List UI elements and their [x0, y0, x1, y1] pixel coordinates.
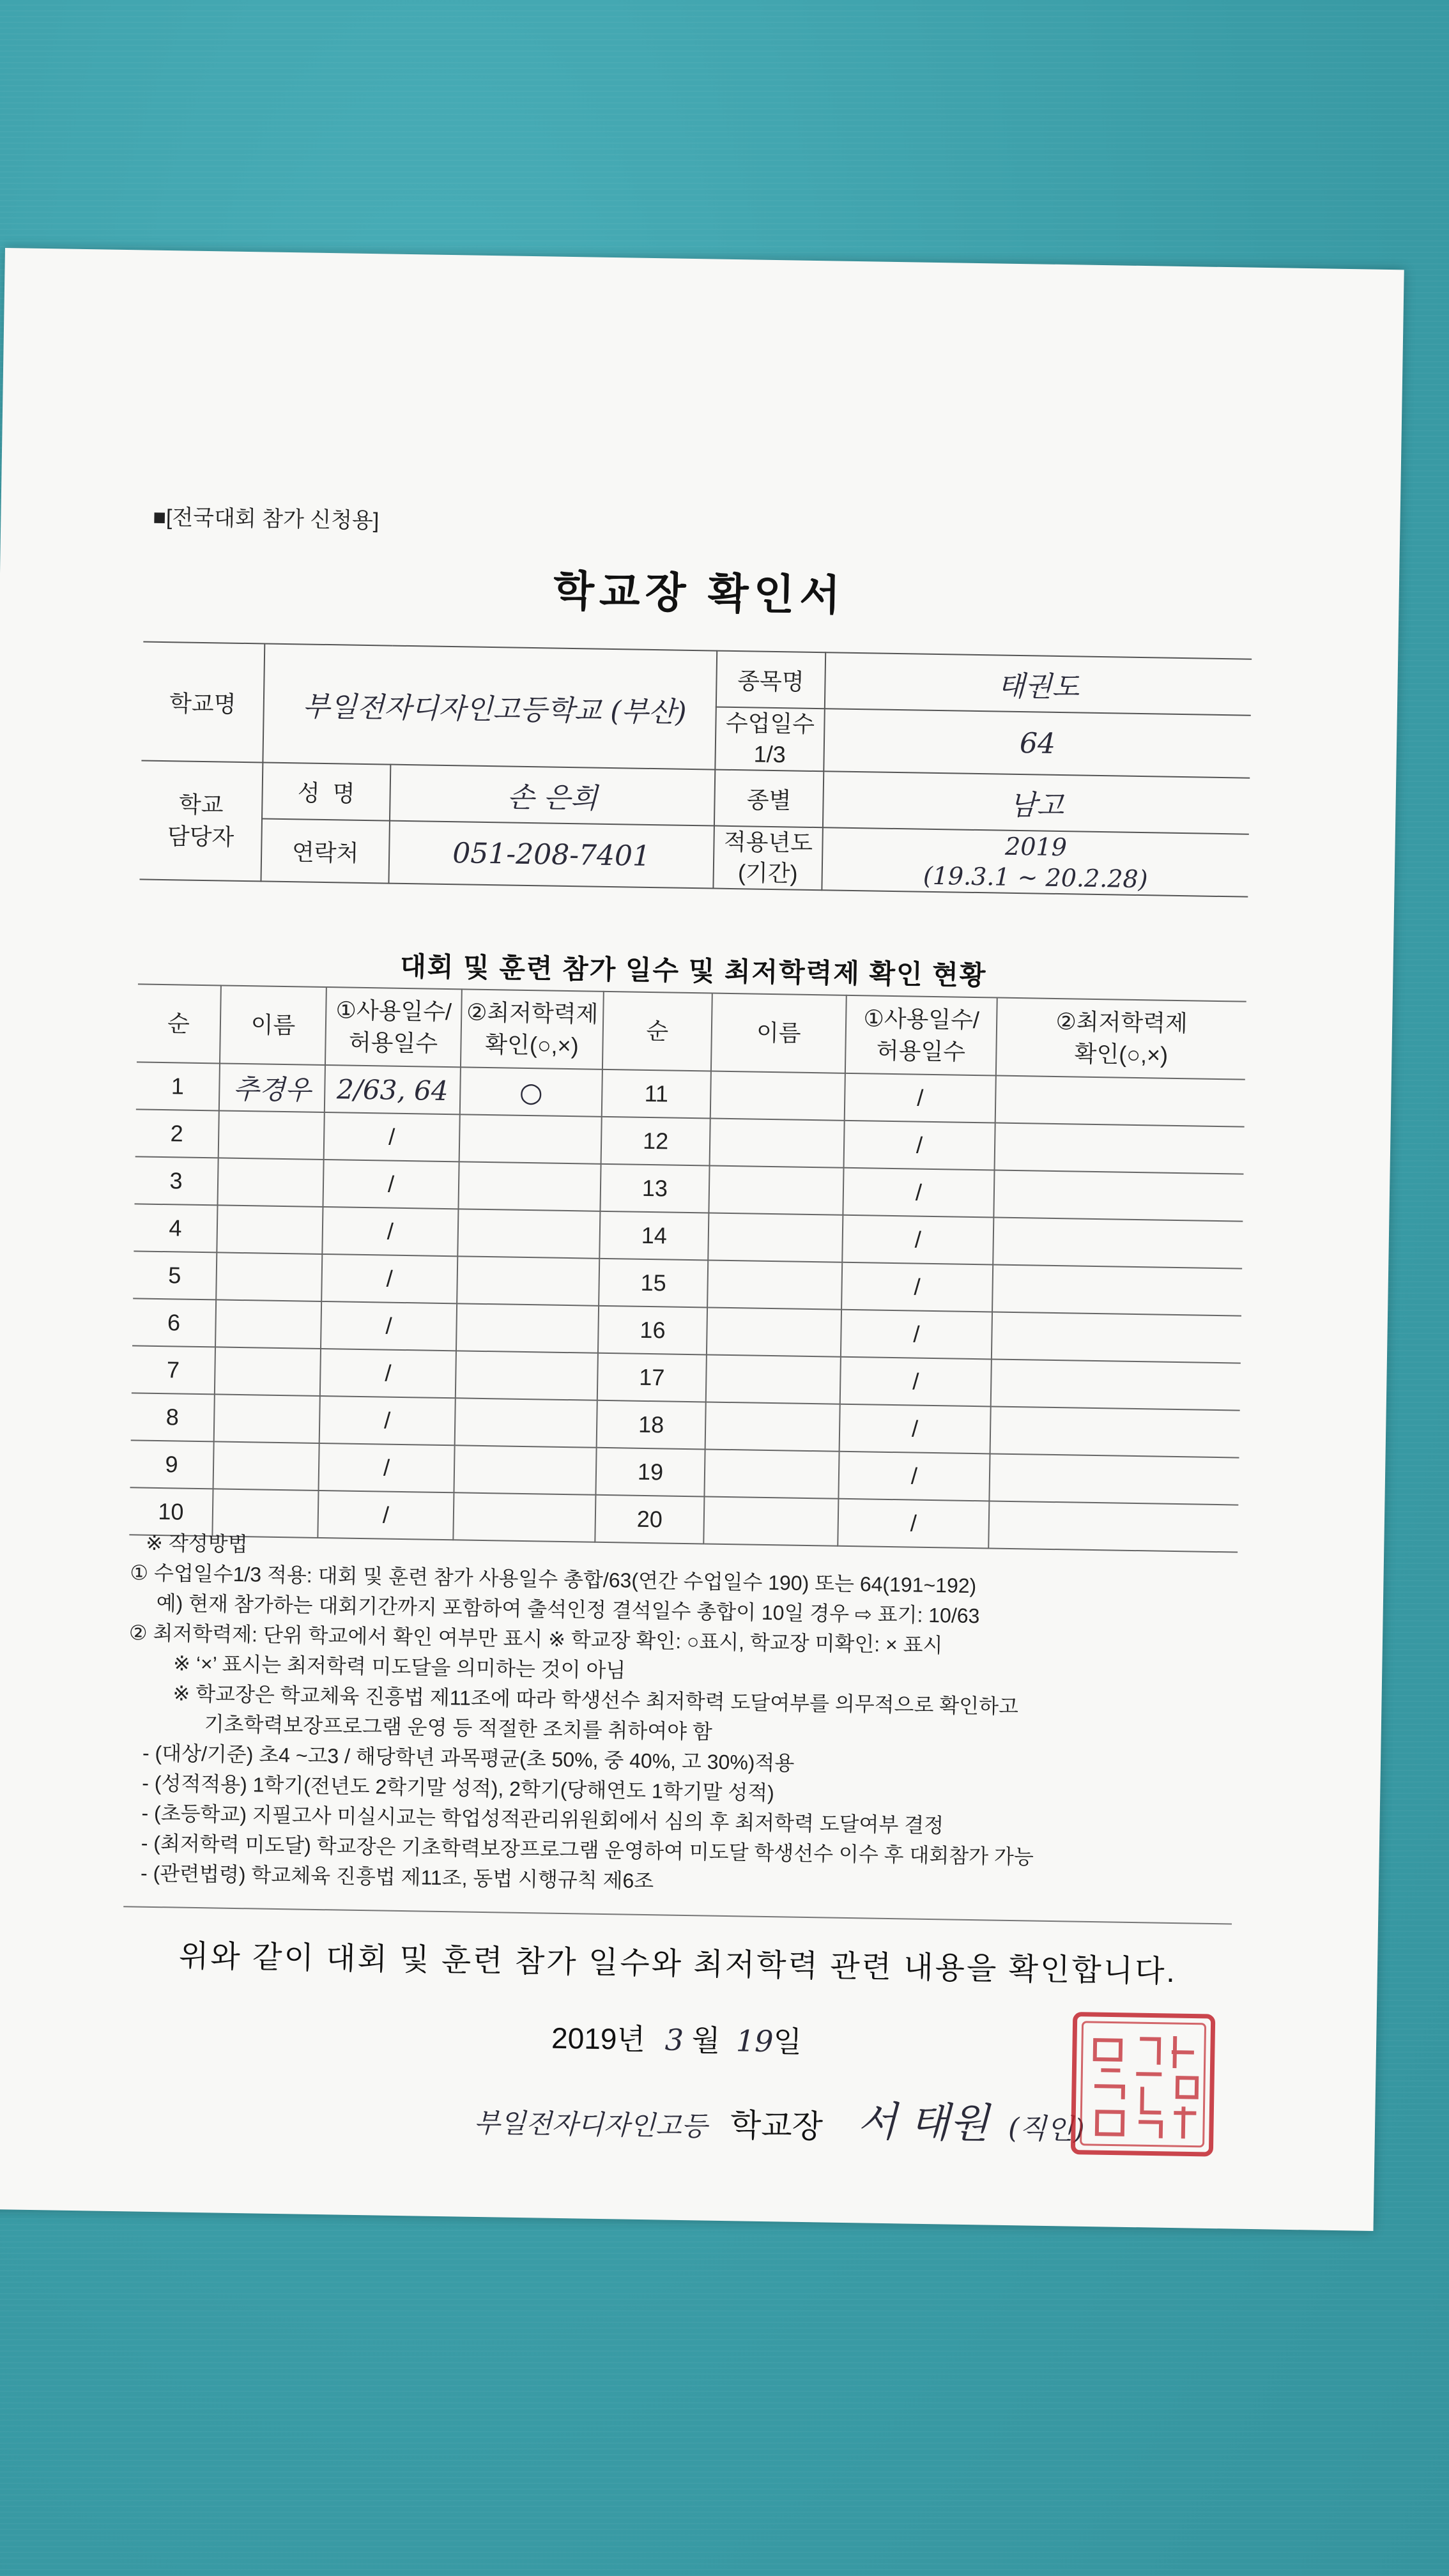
seal-mark: (직인) [1008, 2112, 1085, 2146]
min-academic-check-right [995, 1123, 1245, 1174]
principal-signature [857, 2089, 1085, 2151]
min-academic-check-right [993, 1170, 1243, 1222]
header-days-right [845, 995, 997, 1076]
row-number: 1 [136, 1062, 220, 1110]
athlete-name-right [709, 1165, 843, 1215]
info-table [139, 641, 1252, 897]
form-type-label: ■[전국대회 참가 신청용] [153, 505, 379, 533]
min-academic-check [459, 1114, 602, 1163]
row-number-right: 11 [602, 1070, 711, 1119]
min-academic-check [457, 1209, 600, 1258]
header-no: 순 [137, 984, 221, 1063]
athlete-name [213, 1441, 319, 1491]
used-days-right: / [840, 1357, 992, 1407]
note-heading: ※ 작성방법 [145, 1531, 248, 1556]
document-sheet [0, 248, 1404, 2231]
min-academic-check [454, 1445, 596, 1494]
manager-name-value: 손 은희 [390, 765, 715, 826]
athlete-name [218, 1158, 324, 1207]
athlete-name-right [708, 1213, 843, 1262]
date-month: 3 [664, 2022, 684, 2058]
row-number-right: 19 [595, 1448, 705, 1497]
used-days: / [323, 1160, 459, 1209]
note-item: - (관련법령) 학교체육 진흥법 제11조, 동법 시행규칙 제6조 [140, 1861, 654, 1893]
athlete-name: 추경우 [219, 1063, 325, 1112]
note-item: ※ 학교장은 학교체육 진흥법 제11조에 따라 학생선수 최저학력 도달여부를 의무적으로 확인하고 [172, 1682, 1019, 1719]
confirm-statement: 위와 같이 대회 및 훈련 참가 일수와 최저학력 관련 내용을 확인합니다. [178, 1939, 1177, 1989]
used-days: 2/63, 64 [325, 1065, 461, 1114]
note-item: - (최저학력 미도달) 학교장은 기초학력보장프로그램 운영하여 미도달 학생선수 이수 후 대회참가 가능 [141, 1831, 1034, 1869]
row-number: 9 [130, 1440, 214, 1489]
date-year: 2019년 [551, 2021, 646, 2057]
row-number-right: 12 [601, 1117, 710, 1166]
min-academic-check: ○ [460, 1067, 602, 1116]
header-name-2: 이름 [711, 993, 847, 1073]
min-academic-check [455, 1398, 597, 1447]
used-days-right: / [841, 1310, 992, 1360]
row-number-right: 15 [599, 1259, 708, 1308]
row-number-right: 18 [597, 1400, 706, 1450]
used-days-right: / [844, 1121, 995, 1170]
apply-year-value-2: (19.3.1 ~ 20.2.28) [923, 861, 1148, 894]
min-academic-check-right [991, 1359, 1241, 1410]
used-days: / [321, 1254, 457, 1303]
header-days-2: 허용일수 [348, 1029, 438, 1057]
apply-year-label-2: (기간) [737, 859, 798, 887]
min-academic-check-right [989, 1453, 1239, 1505]
athlete-name-right [705, 1402, 840, 1451]
athlete-name [215, 1347, 321, 1396]
used-days: / [319, 1443, 455, 1492]
athlete-name-right [707, 1260, 842, 1309]
manager-label-1: 학교 [178, 791, 224, 818]
athlete-name-right [704, 1449, 839, 1498]
min-academic-check [456, 1351, 598, 1400]
phone-label: 연락처 [261, 818, 390, 883]
row-number: 5 [133, 1251, 217, 1300]
used-days-right: / [838, 1499, 989, 1549]
row-number-right: 13 [600, 1164, 709, 1213]
school-short-name: 부일전자디자인고등 [473, 2106, 708, 2142]
min-academic-check-right [993, 1217, 1243, 1268]
min-academic-check [456, 1303, 599, 1353]
sport-value: 태권도 [825, 652, 1252, 715]
min-academic-check-right [995, 1076, 1245, 1127]
document-title: 학교장 확인서 [553, 567, 846, 619]
athlete-name-right [707, 1307, 841, 1356]
athlete-name [215, 1300, 321, 1349]
apply-year-label [713, 826, 823, 891]
row-number: 10 [129, 1487, 213, 1536]
row-number-right: 20 [595, 1495, 704, 1544]
row-number: 8 [131, 1393, 215, 1441]
row-number: 3 [135, 1156, 218, 1205]
class-days-label-1: 수업일수 [725, 709, 815, 737]
gender-label: 종별 [714, 770, 824, 828]
apply-year-value [822, 827, 1248, 896]
row-number: 7 [132, 1346, 215, 1394]
row-number-right: 17 [597, 1353, 707, 1402]
used-days-right: / [845, 1073, 996, 1123]
class-days-label [715, 707, 825, 772]
used-days: / [320, 1349, 456, 1398]
manager-label [140, 760, 263, 881]
principal-name: 서 태원 [857, 2098, 990, 2148]
header-min-2: 확인(○,×) [485, 1031, 579, 1059]
gender-value: 남고 [823, 771, 1250, 834]
note-item: ※ ‘×’ 표시는 최저학력 미도달을 의미하는 것이 아님 [172, 1652, 626, 1682]
official-seal-stamp [1068, 2009, 1218, 2160]
section-title: 대회 및 훈련 참가 일수 및 최저학력제 확인 현황 [399, 951, 987, 991]
header-min-2-right: 확인(○,×) [1074, 1040, 1169, 1068]
instructions [125, 1528, 1249, 1905]
row-number-right: 16 [598, 1306, 707, 1355]
school-name-label: 학교명 [141, 641, 264, 762]
apply-year-label-1: 적용년도 [723, 828, 813, 856]
used-days: / [318, 1491, 454, 1540]
header-name: 이름 [220, 985, 326, 1065]
note-item: ② 최저학력제: 단위 학교에서 확인 여부만 표시 ※ 학교장 확인: ○표시, 학교장 미확인: × 표시 [128, 1621, 943, 1657]
date-day-unit: 일 [773, 2025, 802, 2058]
used-days-right: / [843, 1168, 994, 1218]
participation-table [129, 983, 1246, 1552]
used-days-right: / [838, 1452, 990, 1501]
min-academic-check-right [990, 1406, 1240, 1457]
header-min [461, 989, 604, 1069]
header-days-1-right: ①사용일수/ [863, 1005, 980, 1034]
athlete-name [218, 1110, 325, 1160]
header-days [325, 987, 462, 1067]
note-item: - (성적적용) 1학기(전년도 2학기말 성적), 2학기(당해연도 1학기말 성적) [142, 1771, 775, 1805]
athlete-name-right [706, 1354, 841, 1404]
min-academic-check-right [992, 1264, 1242, 1315]
note-item: - (대상/기준) 초4 ~고3 / 해당학년 과목평균(초 50%, 중 40%, 고 30%)적용 [142, 1741, 795, 1775]
phone-value: 051-208-7401 [388, 821, 714, 889]
note-item: 기초학력보장프로그램 운영 등 적절한 조치를 취하여야 함 [204, 1712, 713, 1744]
header-min-1-right: ②최저학력제 [1055, 1008, 1188, 1037]
min-academic-check [457, 1256, 599, 1305]
divider [123, 1906, 1232, 1924]
row-number-right: 14 [599, 1211, 709, 1261]
manager-label-2: 담당자 [167, 823, 234, 850]
note-item: ① 수업일수1/3 적용: 대회 및 훈련 참가 사용일수 총합/63(연간 수업일수 190) 또는 64(191~192) [130, 1561, 977, 1598]
athlete-name [216, 1252, 322, 1301]
used-days-right: / [842, 1215, 993, 1265]
row-number: 4 [134, 1204, 217, 1252]
header-min-right [996, 998, 1246, 1080]
used-days-right: / [839, 1404, 991, 1454]
athlete-name [217, 1205, 323, 1254]
used-days: / [319, 1396, 456, 1445]
principal-role: 학교장 [730, 2107, 824, 2145]
used-days-right: / [841, 1262, 993, 1312]
row-number: 2 [135, 1109, 219, 1158]
header-no-2: 순 [602, 992, 712, 1071]
used-days: / [324, 1112, 460, 1162]
min-academic-check-right [992, 1312, 1241, 1363]
header-days-2-right: 허용일수 [876, 1037, 966, 1065]
header-min-1: ②최저학력제 [466, 999, 599, 1027]
note-item: - (초등학교) 지필고사 미실시교는 학업성적관리위원회에서 심의 후 최저학력 도달여부 결정 [141, 1801, 944, 1837]
apply-year-value-1: 2019 [1004, 832, 1068, 862]
row-number: 6 [132, 1298, 216, 1347]
athlete-name-right [710, 1119, 845, 1168]
min-academic-check [458, 1162, 601, 1211]
header-days-1: ①사용일수/ [335, 997, 452, 1025]
used-days: / [322, 1207, 458, 1256]
athlete-name [214, 1394, 320, 1443]
used-days: / [321, 1301, 457, 1351]
table-body [129, 1062, 1245, 1552]
principal-line [474, 2096, 824, 2147]
manager-name-label: 성 명 [262, 762, 390, 820]
school-name-value: 부일전자디자인고등학교 (부산) [263, 643, 717, 769]
class-days-value: 64 [824, 709, 1250, 778]
note-item: 예) 현재 참가하는 대회기간까지 포함하여 출석인정 결석일수 총합이 10일 경우 ⇨ 표기: 10/63 [156, 1591, 980, 1628]
date-month-unit: 월 [691, 2023, 721, 2057]
date-day: 19 [735, 2023, 774, 2059]
class-days-label-2: 1/3 [753, 740, 786, 768]
athlete-name-right [710, 1071, 845, 1121]
sport-label: 종목명 [716, 651, 825, 709]
